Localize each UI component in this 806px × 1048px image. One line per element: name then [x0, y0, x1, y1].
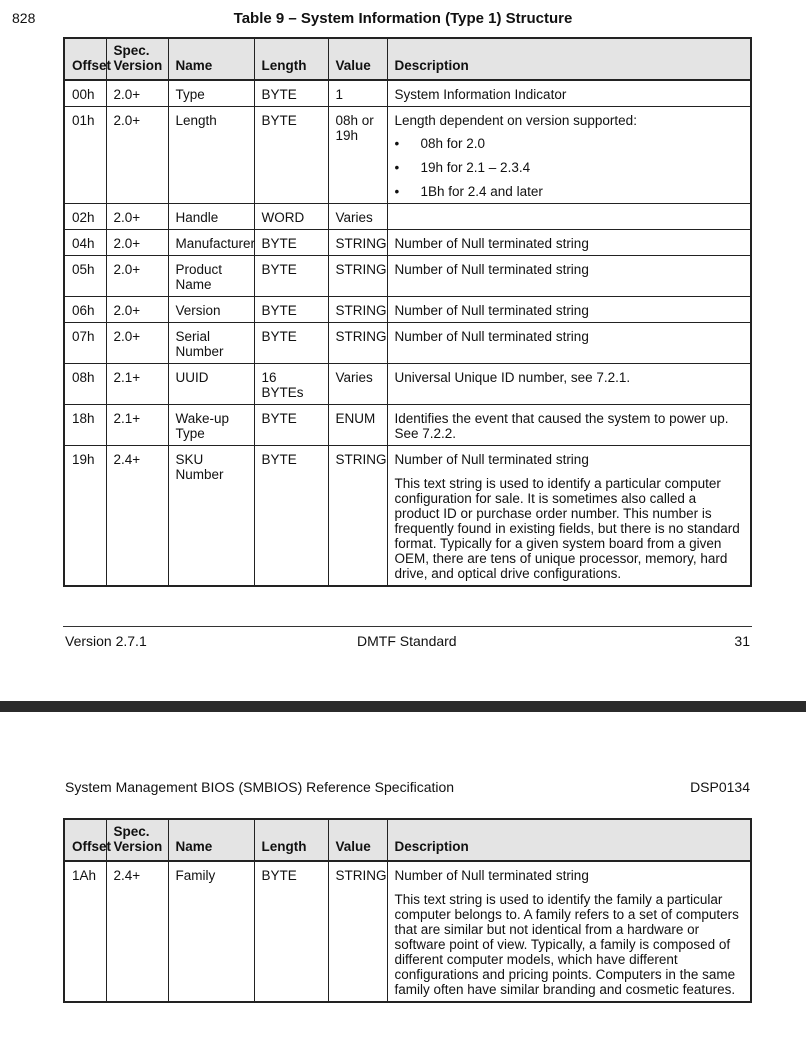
- cell-description: Number of Null terminated string: [387, 323, 751, 364]
- col-value: Value: [328, 819, 387, 861]
- description-text: Number of Null terminated string: [394, 452, 589, 467]
- cell-value: Varies: [328, 204, 387, 230]
- col-spec-version: [106, 38, 168, 80]
- system-information-table: [63, 37, 752, 587]
- col-offset: Offset: [64, 38, 106, 80]
- col-length: Length: [254, 38, 328, 80]
- col-spec-version-line1: Spec.: [113, 824, 150, 839]
- bullet-item: • 19h for 2.1 – 2.3.4: [395, 160, 744, 175]
- footer-standard: DMTF Standard: [357, 633, 457, 649]
- system-information-table-continued: [63, 818, 752, 1003]
- footer-version: Version 2.7.1: [65, 633, 147, 649]
- cell-length: BYTE: [254, 107, 328, 204]
- cell-value: STRING: [328, 256, 387, 297]
- cell-length: WORD: [254, 204, 328, 230]
- cell-value: ENUM: [328, 405, 387, 446]
- cell-version: 2.1+: [106, 405, 168, 446]
- cell-value: STRING: [328, 230, 387, 256]
- footer-divider: [63, 626, 752, 627]
- cell-name: Version: [168, 297, 254, 323]
- cell-offset: 04h: [64, 230, 106, 256]
- cell-description: Number of Null terminated string: [387, 256, 751, 297]
- description-text: Length dependent on version supported:: [394, 113, 637, 128]
- cell-name: UUID: [168, 364, 254, 405]
- col-spec-version: [106, 819, 168, 861]
- cell-offset: 07h: [64, 323, 106, 364]
- table-row: [64, 861, 751, 1002]
- cell-name: Length: [168, 107, 254, 204]
- col-description: Description: [387, 38, 751, 80]
- bullet-list: [395, 136, 744, 199]
- cell-offset: 18h: [64, 405, 106, 446]
- cell-value: STRING: [328, 861, 387, 1002]
- cell-value: STRING: [328, 323, 387, 364]
- cell-length: BYTE: [254, 80, 328, 107]
- page-separator: [0, 701, 806, 712]
- cell-name: Manufacturer: [168, 230, 254, 256]
- cell-version: 2.4+: [106, 861, 168, 1002]
- table-row: [64, 405, 751, 446]
- cell-description: [387, 861, 751, 1002]
- description-note: This text string is used to identify the family a particular computer belongs to. A family refers to a set of computers that are similar but not identical from a hardware or software point of view. Typically, a family is composed of different computer models, which have different configurations and pricing points. Computers in the same family often have similar branding and cosmetic features.: [394, 892, 739, 997]
- table-row: [64, 204, 751, 230]
- col-offset: Offset: [64, 819, 106, 861]
- cell-name: Serial Number: [168, 323, 254, 364]
- table-row: [64, 256, 751, 297]
- line-number: 828: [12, 10, 36, 26]
- cell-name: Handle: [168, 204, 254, 230]
- cell-description: [387, 107, 751, 204]
- cell-version: 2.1+: [106, 364, 168, 405]
- cell-description: Number of Null terminated string: [387, 230, 751, 256]
- cell-length: BYTE: [254, 297, 328, 323]
- cell-length: BYTE: [254, 861, 328, 1002]
- cell-value: 1: [328, 80, 387, 107]
- cell-description: Number of Null terminated string: [387, 297, 751, 323]
- col-value: Value: [328, 38, 387, 80]
- cell-value: 08h or 19h: [328, 107, 387, 204]
- col-description: Description: [387, 819, 751, 861]
- cell-name: SKU Number: [168, 446, 254, 587]
- cell-description: [387, 446, 751, 587]
- cell-value: STRING: [328, 297, 387, 323]
- cell-version: 2.0+: [106, 230, 168, 256]
- cell-length: BYTE: [254, 446, 328, 587]
- cell-version: 2.0+: [106, 323, 168, 364]
- cell-offset: 08h: [64, 364, 106, 405]
- cell-length: BYTE: [254, 230, 328, 256]
- cell-length: BYTE: [254, 405, 328, 446]
- table-row: [64, 297, 751, 323]
- table-header-row: [64, 819, 751, 861]
- table-header-row: [64, 38, 751, 80]
- cell-description: Universal Unique ID number, see 7.2.1.: [387, 364, 751, 405]
- cell-version: 2.0+: [106, 80, 168, 107]
- table-row: [64, 364, 751, 405]
- table-row: [64, 230, 751, 256]
- table-row: [64, 446, 751, 587]
- cell-description: System Information Indicator: [387, 80, 751, 107]
- col-spec-version-line2: Version: [113, 839, 163, 854]
- cell-offset: 06h: [64, 297, 106, 323]
- description-text: Number of Null terminated string: [394, 868, 589, 883]
- col-name: Name: [168, 819, 254, 861]
- cell-name: Type: [168, 80, 254, 107]
- cell-offset: 19h: [64, 446, 106, 587]
- header-title: System Management BIOS (SMBIOS) Reference Specification: [65, 779, 455, 795]
- table-row: [64, 323, 751, 364]
- cell-name: Product Name: [168, 256, 254, 297]
- cell-version: 2.4+: [106, 446, 168, 587]
- footer-page-number: 31: [734, 633, 750, 649]
- cell-value: STRING: [328, 446, 387, 587]
- cell-offset: 02h: [64, 204, 106, 230]
- cell-description: Identifies the event that caused the system to power up. See 7.2.2.: [387, 405, 751, 446]
- cell-length: BYTE: [254, 323, 328, 364]
- cell-name: Wake-up Type: [168, 405, 254, 446]
- cell-version: 2.0+: [106, 204, 168, 230]
- cell-offset: 1Ah: [64, 861, 106, 1002]
- col-spec-version-line2: Version: [113, 58, 163, 73]
- col-name: Name: [168, 38, 254, 80]
- cell-version: 2.0+: [106, 107, 168, 204]
- table-title: Table 9 – System Information (Type 1) Structure: [233, 10, 573, 27]
- cell-offset: 01h: [64, 107, 106, 204]
- header-doc-id: DSP0134: [690, 779, 750, 795]
- col-spec-version-line1: Spec.: [113, 43, 150, 58]
- bullet-item: • 1Bh for 2.4 and later: [395, 184, 744, 199]
- cell-length: BYTE: [254, 256, 328, 297]
- table-row: [64, 80, 751, 107]
- description-note: This text string is used to identify a particular computer configuration for sale. It is sometimes also called a product ID or purchase order number. This number is frequently found in existing fields, but there is no standard format. Typically for a given system board from a given OEM, there are tens of unique processor, memory, hard drive, and optical drive configurations.: [394, 476, 740, 581]
- cell-version: 2.0+: [106, 297, 168, 323]
- cell-offset: 05h: [64, 256, 106, 297]
- cell-value: Varies: [328, 364, 387, 405]
- bullet-item: • 08h for 2.0: [395, 136, 744, 151]
- col-length: Length: [254, 819, 328, 861]
- table-row: [64, 107, 751, 204]
- cell-offset: 00h: [64, 80, 106, 107]
- cell-description: [387, 204, 751, 230]
- cell-version: 2.0+: [106, 256, 168, 297]
- cell-length: 16 BYTEs: [254, 364, 328, 405]
- cell-name: Family: [168, 861, 254, 1002]
